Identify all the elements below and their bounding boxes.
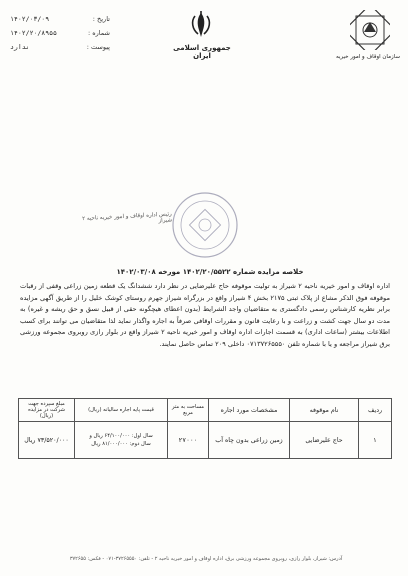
table-header-row — [19, 399, 392, 422]
rent-year1: سال اول: ۶۴/۱۰۰/۰۰۰ ریال و — [89, 433, 153, 439]
date-value: ۱۴۰۲/۰۳/۰۹ — [10, 15, 50, 23]
row-index: ۱ — [359, 422, 392, 459]
col-deposit-header: مبلغ سپرده جهت شرکت در مزایده (ریال) — [19, 399, 75, 422]
letter-meta — [10, 12, 110, 54]
footer-address: آدرس: شیراز، بلوار رازی، روبروی مجموعه ورزشی برق، اداره اوقاف و امور خیریه ناحیه ۲ - تلفن: ۳۷۲۶۵۵۵۰-۰۷۱ - فکس: ۳۷۲۶۵۵ — [69, 556, 343, 562]
col-endowment-header: نام موقوفه — [290, 399, 359, 422]
notice-title: خلاصه مزایده شماره ۱۴۰۲/۲۰/۵۵۲۲ مورخه ۱۴۰۲/۰۳/۰۸ — [116, 268, 304, 276]
table-row — [19, 422, 392, 459]
auction-table — [18, 398, 392, 459]
col-area-header: مساحت به متر مربع — [168, 399, 209, 422]
row-description: زمین زراعی بدون چاه آب — [209, 422, 290, 459]
row-area: ۲۷۰۰۰ — [168, 422, 209, 459]
attachment-row — [10, 40, 110, 54]
col-description-header: مشخصات مورد اجاره — [209, 399, 290, 422]
date-row — [10, 12, 110, 26]
iran-emblem-icon — [186, 10, 216, 40]
col-rent-header: قیمت پایه اجاره سالیانه (ریال) — [75, 399, 168, 422]
notice-body: اداره اوقاف و امور خیریه ناحیه ۲ شیراز به تولیت موقوفه حاج علیرضایی در نظر دارد ششدانگ یک قطعه زمین زراعی وقفی از رقبات موقوفه فوق الذکر مشاع از پلاک ثبتی ۲۱۷۵ بخش ۴ شیراز واقع در بزرگراه شیراز جهرم روستای کوشک خلیل را از طریق آگهی مزایده برابر نظریه کارشناس رسمی دادگستری به متقاضیان واجد الشرایط (بدون اعطای هیچگونه حقی از قبیل نسق و حق ریشه و غیره) به مدت دو سال جهت کشت و زراعت و با رعایت قانون و مقررات اوقافی صرفاً به اجاره واگذار نماید لذا متقاضیان می توانند برای کسب اطلاعات بیشتر (ساعات اداری) به قسمت اجارات اداره اوقاف و امور خیریه ناحیه ۲ شیراز واقع در بلوار رازی روبروی مجموعه ورزشی برق شیراز مراجعه و یا با شماره تلفن ۰۷۱۳۷۲۶۵۵۵۰ داخلی ۲۰۹ تماس حاصل نمایند. — [20, 282, 390, 348]
attachment-value: ندارد — [10, 43, 30, 51]
awqaf-logo-icon — [350, 10, 390, 50]
org-caption: سازمان اوقاف و امور خیریه — [336, 54, 400, 60]
row-rent — [75, 422, 168, 459]
col-index-header: ردیف — [359, 399, 392, 422]
signature-text: رئیس اداره اوقاف و امور خیریه ناحیه ۲ شیراز — [82, 211, 173, 225]
emblem-caption: جمهوری اسلامی ایران — [173, 44, 231, 60]
row-deposit: ۷۳/۵۲۰/۰۰۰ ریال — [19, 422, 75, 459]
number-label: شماره : — [88, 29, 110, 37]
official-stamp-icon — [170, 190, 240, 260]
attachment-label: پیوست : — [86, 43, 110, 51]
number-row — [10, 26, 110, 40]
number-value: ۱۴۰۲/۲۰/۸۹۵۵ — [10, 29, 57, 37]
date-label: تاریخ : — [92, 15, 110, 23]
row-endowment: حاج علیرضایی — [290, 422, 359, 459]
rent-year2: سال دوم: ۸۱/۰۰۰/۰۰۰ ریال — [91, 441, 151, 447]
